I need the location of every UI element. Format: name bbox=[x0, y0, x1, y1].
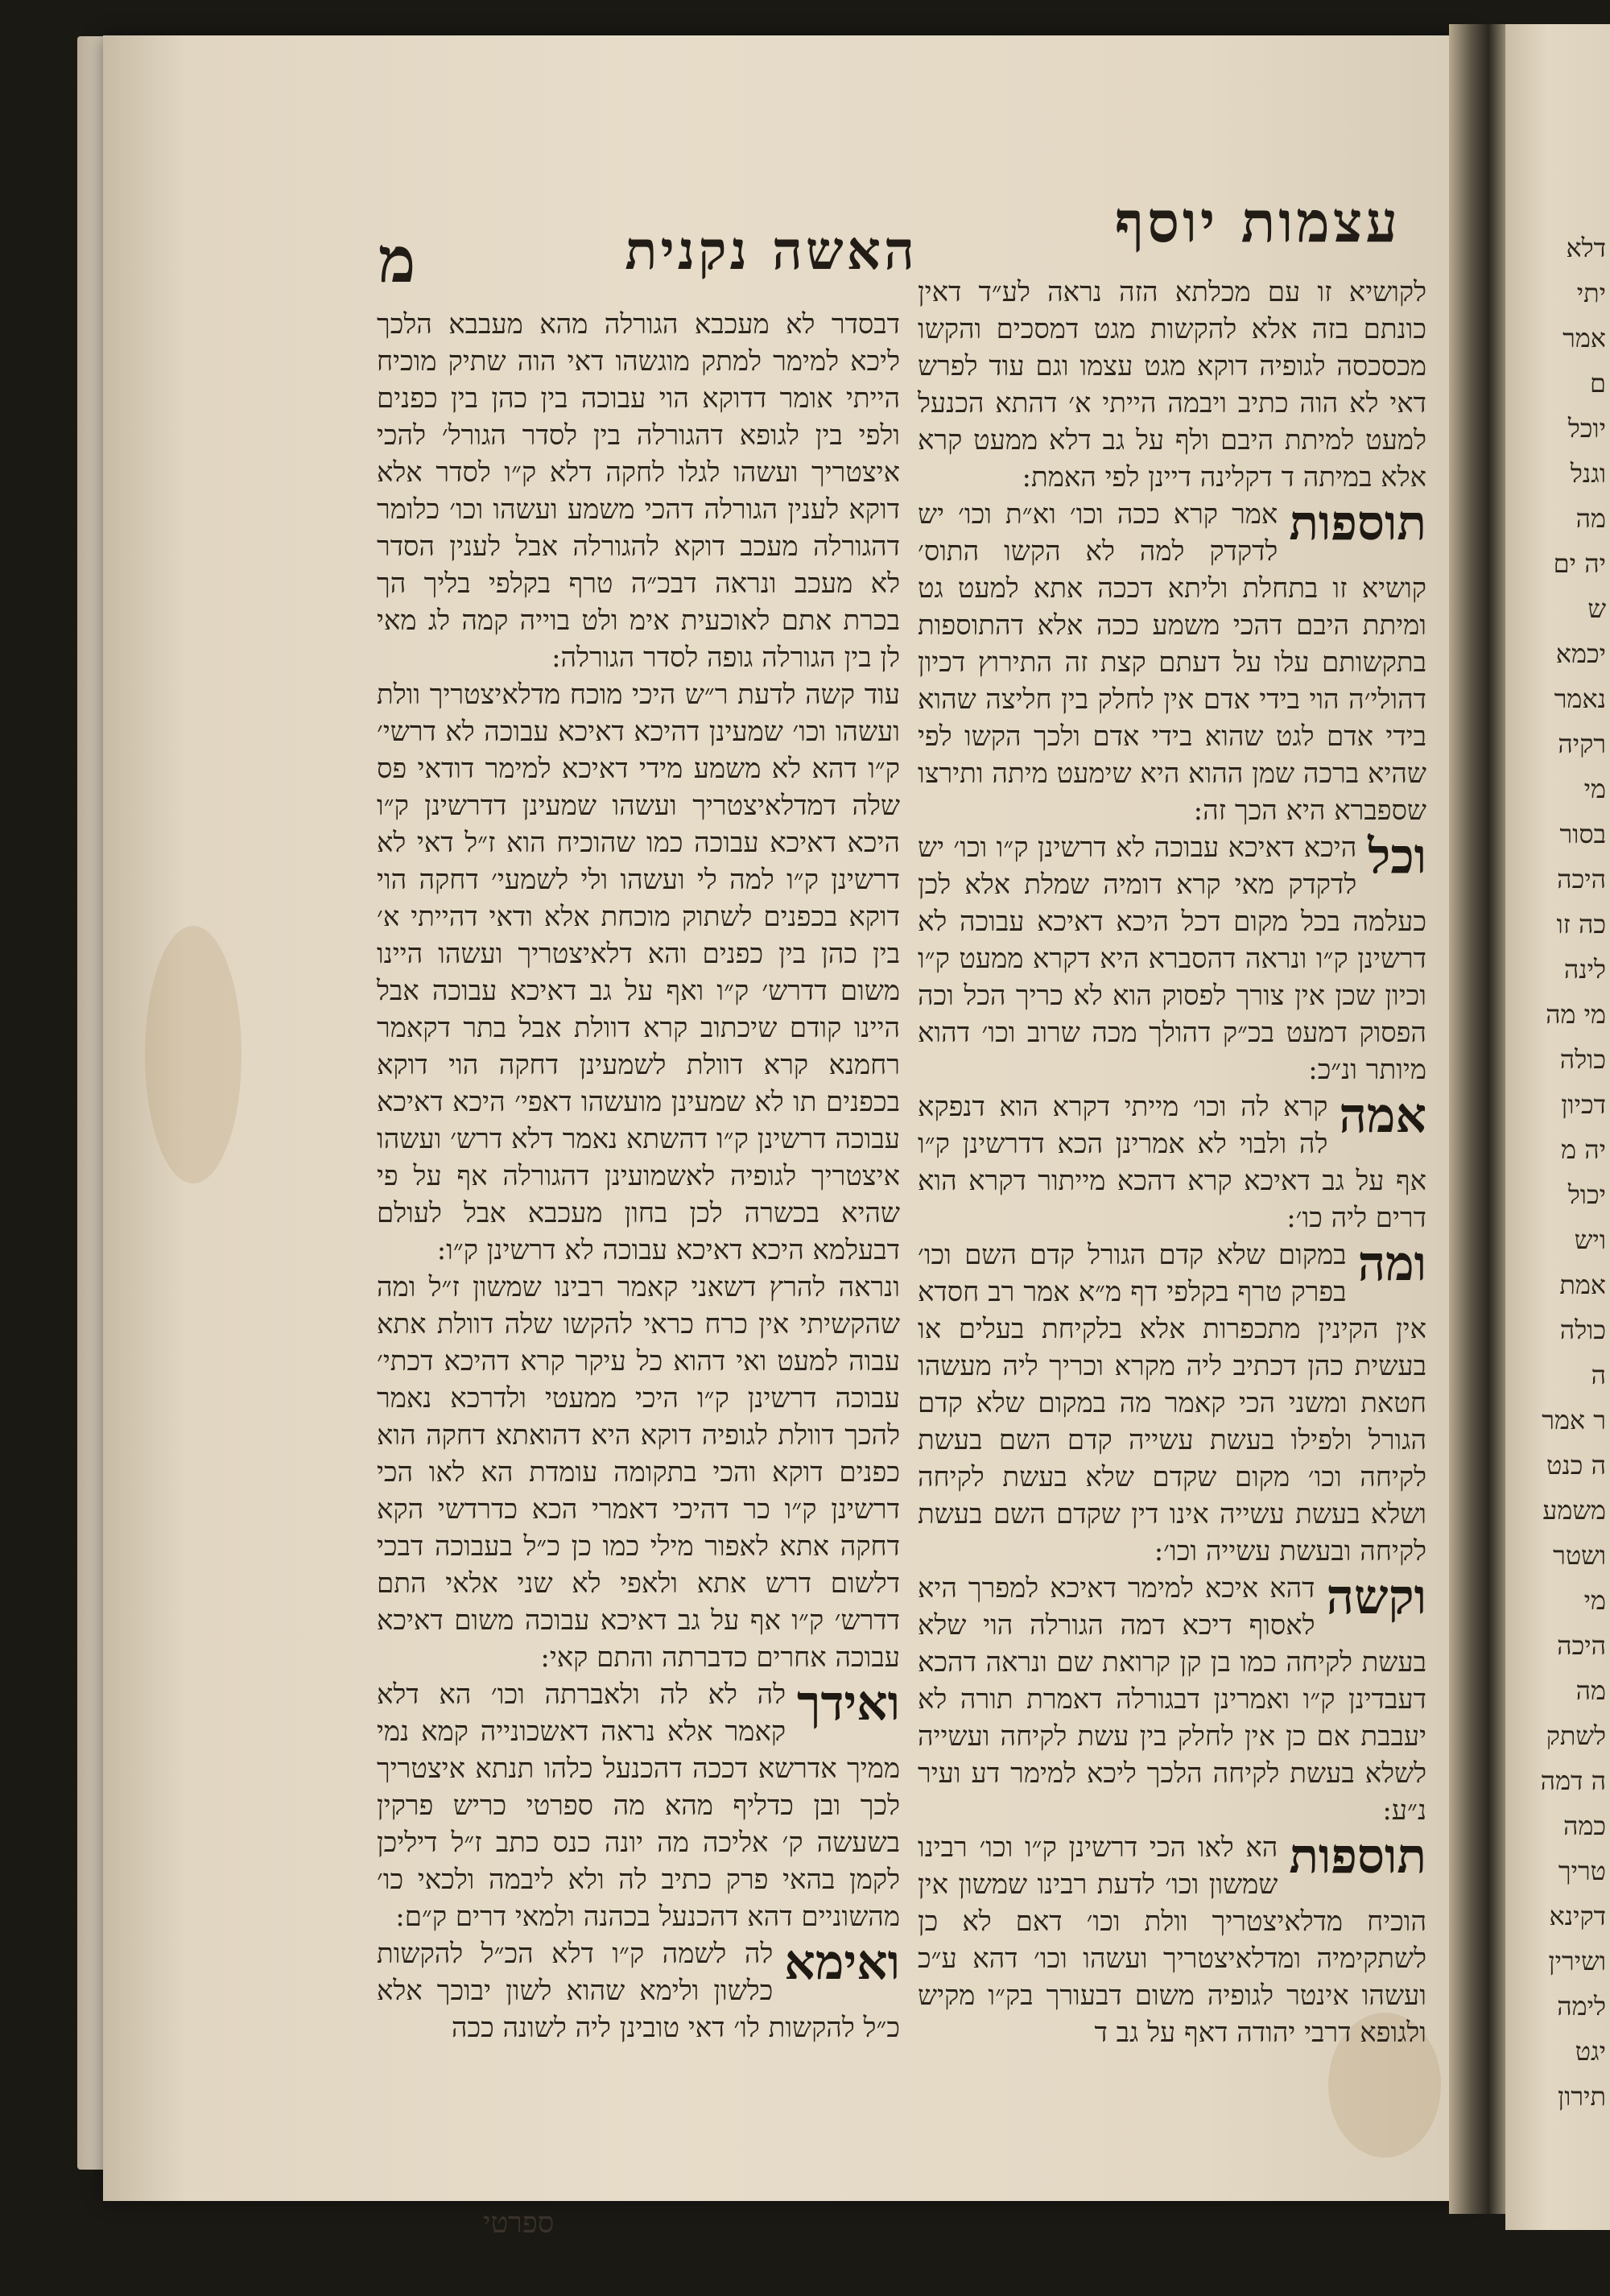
section-keyword: ואידך bbox=[797, 1675, 900, 1732]
facing-page-line: דקינא bbox=[1549, 1901, 1606, 1931]
facing-page-line: ויש bbox=[1574, 1224, 1606, 1255]
paragraph bbox=[377, 306, 900, 676]
facing-page-line: יכמא bbox=[1555, 638, 1606, 669]
paragraph bbox=[377, 1269, 900, 1676]
paragraph-text: קרא לה וכו׳ מייתי דקרא הוא דנפקא לה ולבוי לא אמרינן הכא דדרשינן ק״ו אף על גב דאיכא קרא דהכא מייתור דקרא הוא דרים ליה כו׳: bbox=[918, 1091, 1426, 1234]
paragraph bbox=[918, 1570, 1426, 1829]
facing-page-line: נאמר bbox=[1554, 683, 1606, 714]
facing-page-line: לשתק bbox=[1546, 1720, 1606, 1751]
paragraph bbox=[918, 1237, 1426, 1570]
section-keyword: ומה bbox=[1357, 1236, 1426, 1292]
section-keyword: וכל bbox=[1368, 828, 1426, 885]
facing-page-line: כולה bbox=[1559, 1044, 1606, 1075]
running-header-left: האשה נקנית bbox=[625, 219, 918, 282]
facing-page-line: היכה bbox=[1557, 1630, 1606, 1661]
paragraph-text: לה לא לה ולאברתה וכו׳ הא דלא קאמר אלא נראה דאשכונייה קמא נמי ממיך אדרשא דככה דהכנעל כלהו תנתא איצטריך לכך ובן כדליף מהא מה ספרטי כריש פרקין בשעשה ק׳ אליכה מה יונה כנס כתב ז״ל דיליכן לקמן בהאי פרק כתיב לה ולא ליבמה ולכאי כו׳ מהשוניים דהא דהכנעל בכהנה ולמאי דרים ק״ם: bbox=[377, 1679, 900, 1933]
facing-page-line: יוכל bbox=[1567, 413, 1606, 444]
paragraph bbox=[918, 829, 1426, 1088]
running-header-right: עצמות יוסף bbox=[1114, 188, 1401, 255]
paragraph bbox=[918, 1829, 1426, 2051]
facing-page-line: ש bbox=[1587, 593, 1606, 624]
facing-page-line: מה bbox=[1575, 503, 1606, 534]
facing-page-line: דכיון bbox=[1561, 1089, 1606, 1120]
facing-page-line: היכה bbox=[1557, 864, 1606, 894]
paragraph bbox=[918, 1088, 1426, 1237]
facing-page-line: ר אמר bbox=[1542, 1405, 1606, 1435]
facing-page-line: יתי bbox=[1576, 278, 1606, 308]
paragraph-text: דבסדר לא מעכבא הגורלה מהא מעבבא הלכך ליכא למימר למתק מוגשהו דאי הוה שתיק מוכיח הייתי אומר דדוקא הוי עבוכה בין כהן בין כפנים ולפי בין לגופא דהגורלה בין לסדר הגורל׳ להכי איצטריך ועשהו לגלו לחקה דלא ק״ו לסדר אלא דוקא לענין הגורלה דהכי משמע ועשהו וכו׳ כלומר דהגורלה מעכב דוקא להגורלה אבל לענין הסדר לא מעכב ונראה דבכ״ה טרף בקלפי בליך הך בכרת אתם לאוכעית אימ ולט בוייה קמה לג מאי לן בין הגורלה גופה לסדר הגורלה: bbox=[377, 308, 900, 674]
facing-page-text-strip bbox=[1530, 225, 1606, 2112]
section-keyword: תוספות bbox=[1289, 495, 1426, 551]
facing-page-line: ושטר bbox=[1553, 1540, 1606, 1571]
text-column-right bbox=[918, 274, 1426, 2077]
paragraph bbox=[918, 274, 1426, 496]
facing-page-line: ה כנט bbox=[1546, 1450, 1606, 1480]
book-gutter bbox=[1449, 24, 1505, 2214]
section-keyword: אמה bbox=[1339, 1088, 1426, 1144]
facing-page-line: מי bbox=[1583, 1585, 1606, 1616]
facing-page-line: בסור bbox=[1559, 819, 1606, 849]
facing-page-line: ם bbox=[1590, 368, 1606, 398]
facing-page-line: ה bbox=[1591, 1360, 1606, 1390]
facing-page-line: לימה bbox=[1557, 1991, 1606, 2021]
paragraph-text: דהא איכא למימר דאיכא למפרך היא לאסוף דיכא דמה הגורלה הוי שלא בעשת לקיחה כמו בן קן קרואת שם ונראה דהכא דעבדינן ק״ו ואמרינן דבגורלה דאמרת תורה לא יעבבת אם כן אין לחלק בין עשת לקיחה ועשייה לשלא בעשת לקיחה הלכך ליכא למימר דע ועיר נ״ע: bbox=[918, 1572, 1426, 1827]
paragraph bbox=[918, 496, 1426, 829]
facing-page-line: מי bbox=[1583, 774, 1606, 804]
facing-page-line: כולה bbox=[1559, 1315, 1606, 1345]
facing-page-line: אמר bbox=[1563, 323, 1606, 353]
paragraph bbox=[377, 1676, 900, 1935]
section-keyword: וקשה bbox=[1326, 1569, 1426, 1625]
facing-page-line: ה דמה bbox=[1540, 1765, 1606, 1796]
facing-page-line: יגט bbox=[1575, 2036, 1606, 2067]
facing-page-line: רקיה bbox=[1558, 729, 1606, 759]
facing-page-line: וגנל bbox=[1570, 458, 1606, 489]
paragraph-text: במקום שלא קדם הגורל קדם השם וכו׳ בפרק טרף בקלפי דף מ״א אמר רב חסדא אין הקינין מתכפרות אלא בלקיחת בעלים או בעשית כהן דכתיב ליה מקרא וכריך ליה מעשהו חטאת ומשני הכי קאמר מה במקום שלא קדם הגורל ולפילו בעשת עשייה קדם השם בעשת לקיחה וכו׳ מקום שקדם שלא בעשת לקיחה ושלא בעשת עשייה אינו דין שקדם השם בעשת לקיחה ובעשת עשייה וכו׳: bbox=[918, 1239, 1426, 1567]
section-keyword: תוספות bbox=[1289, 1828, 1426, 1885]
section-keyword: ואימא bbox=[784, 1935, 900, 1991]
facing-page-line: כה זו bbox=[1556, 909, 1606, 939]
facing-page-line: דלא bbox=[1566, 233, 1606, 263]
facing-page-line: ושירין bbox=[1548, 1946, 1606, 1976]
text-column-left bbox=[377, 306, 900, 2125]
facing-page-line: משמע bbox=[1542, 1495, 1606, 1526]
facing-page-line: מה bbox=[1575, 1675, 1606, 1706]
facing-page-line: יה ים bbox=[1553, 548, 1606, 579]
paragraph-text: לקושיא זו עם מכלתא הזה נראה לע״ד דאין כונתם בזה אלא להקשות מגט דמסכים והקשו מכסכסה לגופיה דוקא מגט עצמו וגם עוד לפרש דאי לא הוה כתיב ויבמה הייתי א׳ דהתא הכנעל למעט למיתת היבם ולף על גב דלא ממעט קרא אלא במיתה ד דקלינה דיינן לפי האמת: bbox=[918, 276, 1426, 493]
paragraph bbox=[377, 1935, 900, 2046]
facing-page-line: אמת bbox=[1559, 1270, 1606, 1300]
catchword: ספרטי bbox=[483, 2207, 555, 2240]
paragraph-text: ונראה להרץ דשאני קאמר רבינו שמשון ז״ל ומה שהקשיתי אין כרח כראי להקשו שלה דוולת אתא עבוה למעט ואי דהוא כל עיקר קרא דהיכא דכתי׳ עבוכה דרשינן ק״ו היכי ממעטי ולדרכא נאמר להכך דוולת לגופיה דוקא היא דהואתא דחקה הוא כפנים דוקא והכי בתקומה עומדת הא לאו הכי דרשינן ק״ו כר דהיכי דאמרי הכא כדרדשי הקא דחקה אתא לאפור מילי כמו כן כ״ל בעבוכה דבכי דלשום דרש אתא ולאפי לא שני אלאי התם דדרש׳ ק״ו אף על גב דאיכא עבוכה משום דאיכא עבוכה אחרים כדברתה והתם קאי: bbox=[377, 1271, 900, 1674]
facing-page-line: תירון bbox=[1558, 2081, 1606, 2112]
paragraph bbox=[377, 676, 900, 1269]
paragraph-text: עוד קשה לדעת ר״ש היכי מוכח מדלאיצטריך וולת ועשהו וכו׳ שמעינן דהיכא דאיכא עבוכה לא דרשי׳ ק״ו דהא לא משמע מידי דאיכא למימר דודאי פס שלה דמדלאיצטריך ועשהו שמעינן דדרשינן ק״ו היכא דאיכא עבוכה כמו שהוכיח הוא ז״ל דאי לא דרשינן ק״ו למה לי ועשהו ולי לשמעי׳ דחקה הוי דוקא בכפנים לשתוק מוכחת אלא ודאי דהייתי א׳ בין כהן בין כפנים והא דלאיצטריך ועשהו היינו משום דדרש׳ ק״ו ואף על גב דאיכא עבוכה אבל היינו קודם שיכתוב קרא דוולת אבל בתר דקאמר רחמנא קרא דוולת לשמעינן דחקה הוי דוקא בכפנים תו לא שמעינן מועשהו דאפי׳ היכא דאיכא עבוכה דרשינן ק״ו דהשתא נאמר דלא דרש׳ ועשהו איצטריך לגופיה לאשמועינן דהגורלה אף על פי שהיא בכשרה לכן בחון מעכבא אבל לעולם דבעלמא היכא דאיכא עבוכה לא דרשינן ק״ו: bbox=[377, 679, 900, 1266]
facing-page-line: טריך bbox=[1558, 1856, 1606, 1886]
paragraph-text: היכא דאיכא עבוכה לא דרשינן ק״ו וכו׳ יש לדקדק מאי קרא דומיה שמלת אלא לכן כעלמה בכל מקום דכל היכא דאיכא עבוכה לא דרשינן ק״ו ונראה דהסברא היא דקרא ממעט ק״ו וכיון שכן אין צורך לפסוק הוא לא כריך הכל וכה הפסוק דמעט בכ״ק דהולך מכה שרוב וכו׳ דהוא מיותר ונ״כ: bbox=[918, 832, 1426, 1086]
facing-page-line: מי מה bbox=[1546, 999, 1606, 1030]
paper-stain bbox=[145, 926, 242, 1183]
paragraph-text: לה לשמה ק״ו דלא הכ״ל להקשות כלשון ולימא שהוא לשון יבוכך אלא כ״ל להקשות לו׳ דאי טובינן ליה לשונה ככה bbox=[377, 1938, 900, 2044]
page-number: מ bbox=[378, 224, 416, 297]
facing-page-line: לינה bbox=[1563, 954, 1606, 985]
facing-page-line: יכול bbox=[1567, 1179, 1606, 1210]
facing-page-line: יה מ bbox=[1561, 1134, 1606, 1165]
facing-page-line: כמה bbox=[1563, 1811, 1606, 1841]
paragraph-text: אמר קרא ככה וכו׳ וא״ת וכו׳ יש לדקדק למה לא הקשו התוס׳ קושיא זו בתחלת וליתא דככה אתא למעט גט ומיתת היבם דהכי משמע ככה אלא דהתוספות בתקשותם עלו על דעתם קצת זה התירוץ דכיון דהולי׳ה הוי בידי אדם אין לחלק בין חליצה שהוא בידי אדם לגט שהוא בידי אדם ולכך הקשו לפי שהיא ברכה שמן ההוא היא שימעט מיתה ותירצו שספברא היא הכך זה: bbox=[918, 498, 1426, 827]
paragraph-text: הא לאו הכי דרשינן ק״ו וכו׳ רבינו שמשון וכו׳ לדעת רבינו שמשון אין הוכיח מדלאיצטריך וולת וכו׳ דאם לא כן לשתקימיה ומדלאיצטריך ועשהו וכו׳ דהא ע״כ ועשהו אינטר לגופיה משום דבעורך בק״ו מקיש ולגופא דרבי יהודה דאף על גב ד bbox=[918, 1831, 1426, 2049]
